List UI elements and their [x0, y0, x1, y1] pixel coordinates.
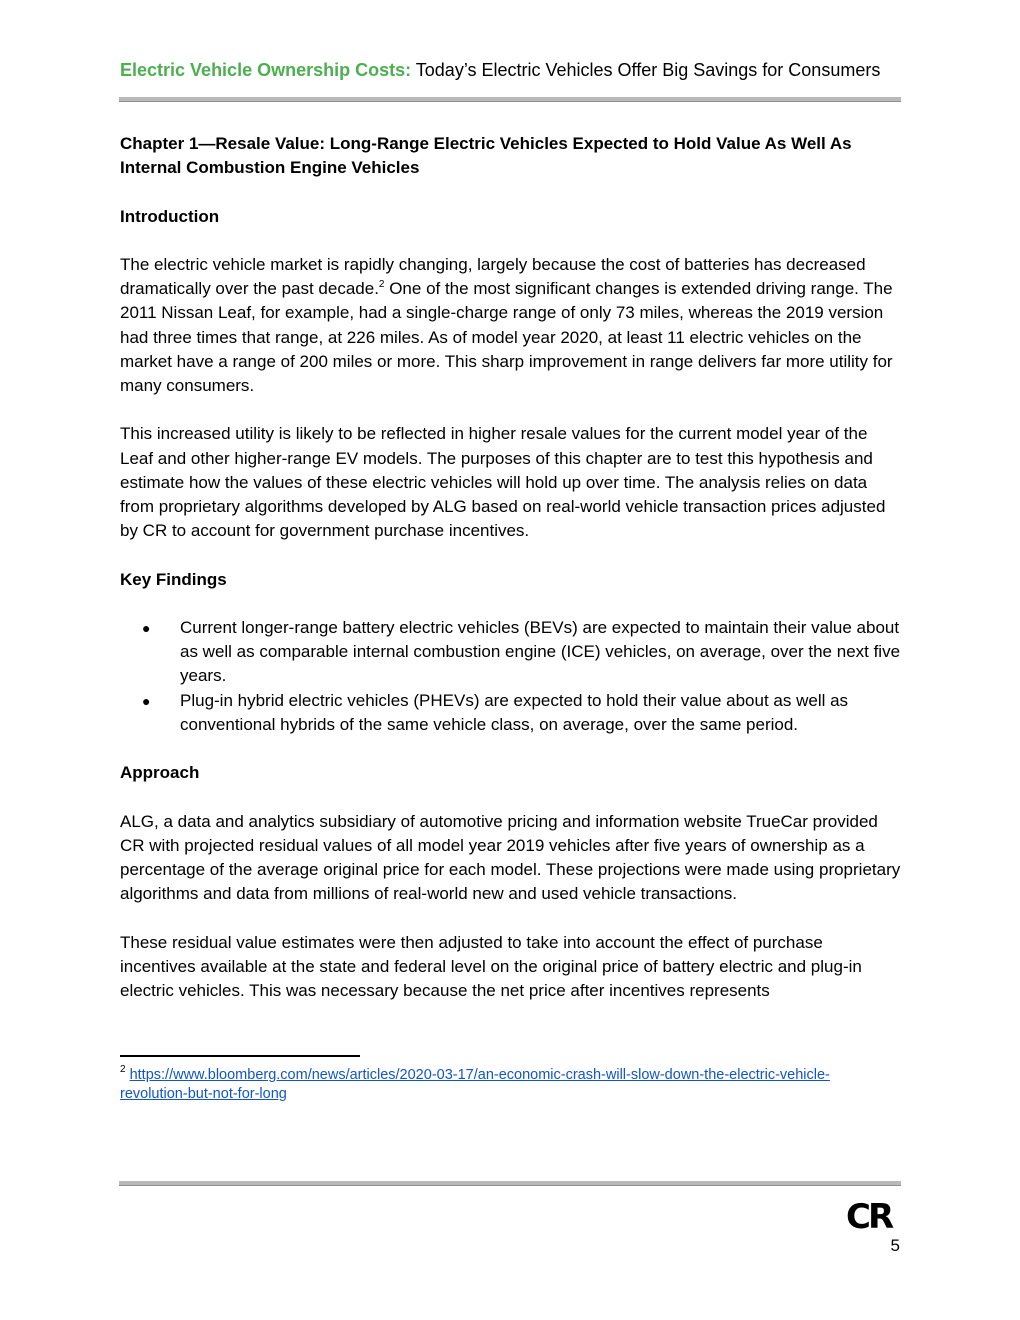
- page-header: [120, 58, 902, 82]
- header-divider: [119, 97, 901, 102]
- key-findings-heading: Key Findings: [120, 569, 227, 589]
- introduction-heading: Introduction: [120, 206, 220, 226]
- key-finding-item: [120, 616, 902, 689]
- chapter-title: Chapter 1—Resale Value: Long-Range Electric Vehicles Expected to Hold Value As Well As Internal Combustion Engine Vehicles: [120, 134, 852, 178]
- introduction-paragraph-2: This increased utility is likely to be reflected in higher resale values for the current model year of the Leaf and other higher-range EV models. The purposes of this chapter are to test this hypothesis and estimate how the values of these electric vehicles will hold up over time. The analysis relies on data from proprietary algorithms developed by ALG based on real-world vehicle transaction prices adjusted by CR to account for government purchase incentives.: [120, 424, 886, 541]
- footnote-divider: [120, 1055, 360, 1057]
- approach-heading: Approach: [120, 763, 200, 783]
- footnote: [120, 1066, 890, 1104]
- header-title-accent: Electric Vehicle Ownership Costs:: [120, 60, 412, 80]
- page-number: 5: [890, 1236, 900, 1255]
- key-finding-item: [120, 689, 902, 737]
- key-finding-text: Plug-in hybrid electric vehicles (PHEVs) are expected to hold their value about as well as conventional hybrids of the same vehicle class, on average, over the same period.: [180, 690, 849, 734]
- approach-paragraph-2: These residual value estimates were then adjusted to take into account the effect of purchase incentives available at the state and federal level on the original price of battery electric and plug-in electric vehicles. This was necessary because the net price after incentives represents: [120, 932, 862, 1000]
- approach-paragraph-1: ALG, a data and analytics subsidiary of automotive pricing and information website TrueCar provided CR with projected residual values of all model year 2019 vehicles after five years of ownership as a percentage of the average original price for each model. These projections were made using proprietary algorithms and data from millions of real-world new and used vehicle transactions.: [120, 811, 901, 904]
- header-title-rest: Today’s Electric Vehicles Offer Big Savings for Consumers: [411, 60, 881, 80]
- introduction-paragraph-1-text-b: One of the most significant changes is extended driving range. The 2011 Nissan Leaf, for example, had a single-charge range of only 73 miles, whereas the 2019 version had three times that range, at 226 miles. As of model year 2020, at least 11 electric vehicles on the market have a range of 200 miles or more. This sharp improvement in range delivers far more utility for many consumers.: [120, 279, 893, 395]
- footnote-reference[interactable]: 2: [378, 279, 385, 291]
- introduction-paragraph-1-text-a: The electric vehicle market is rapidly changing, largely because the cost of batteries has decreased dramatically over the past decade.: [120, 254, 866, 299]
- footnote-link[interactable]: https://www.bloomberg.com/news/articles/2020-03-17/an-economic-crash-will-slow-down-the-electric-vehicle-revolution-but-not-for-long: [120, 1067, 830, 1102]
- bullet-icon: ●: [142, 692, 151, 709]
- page-body: [120, 132, 902, 1027]
- footer-divider: [119, 1181, 901, 1186]
- bullet-icon: ●: [142, 619, 151, 636]
- key-findings-list: [120, 616, 902, 737]
- footnote-number: 2: [120, 1064, 126, 1075]
- cr-logo: CR: [846, 1197, 892, 1237]
- introduction-paragraph-1: [120, 253, 902, 398]
- key-finding-text: Current longer-range battery electric vehicles (BEVs) are expected to maintain their value about as well as comparable internal combustion engine (ICE) vehicles, on average, over the next five years.: [180, 617, 901, 686]
